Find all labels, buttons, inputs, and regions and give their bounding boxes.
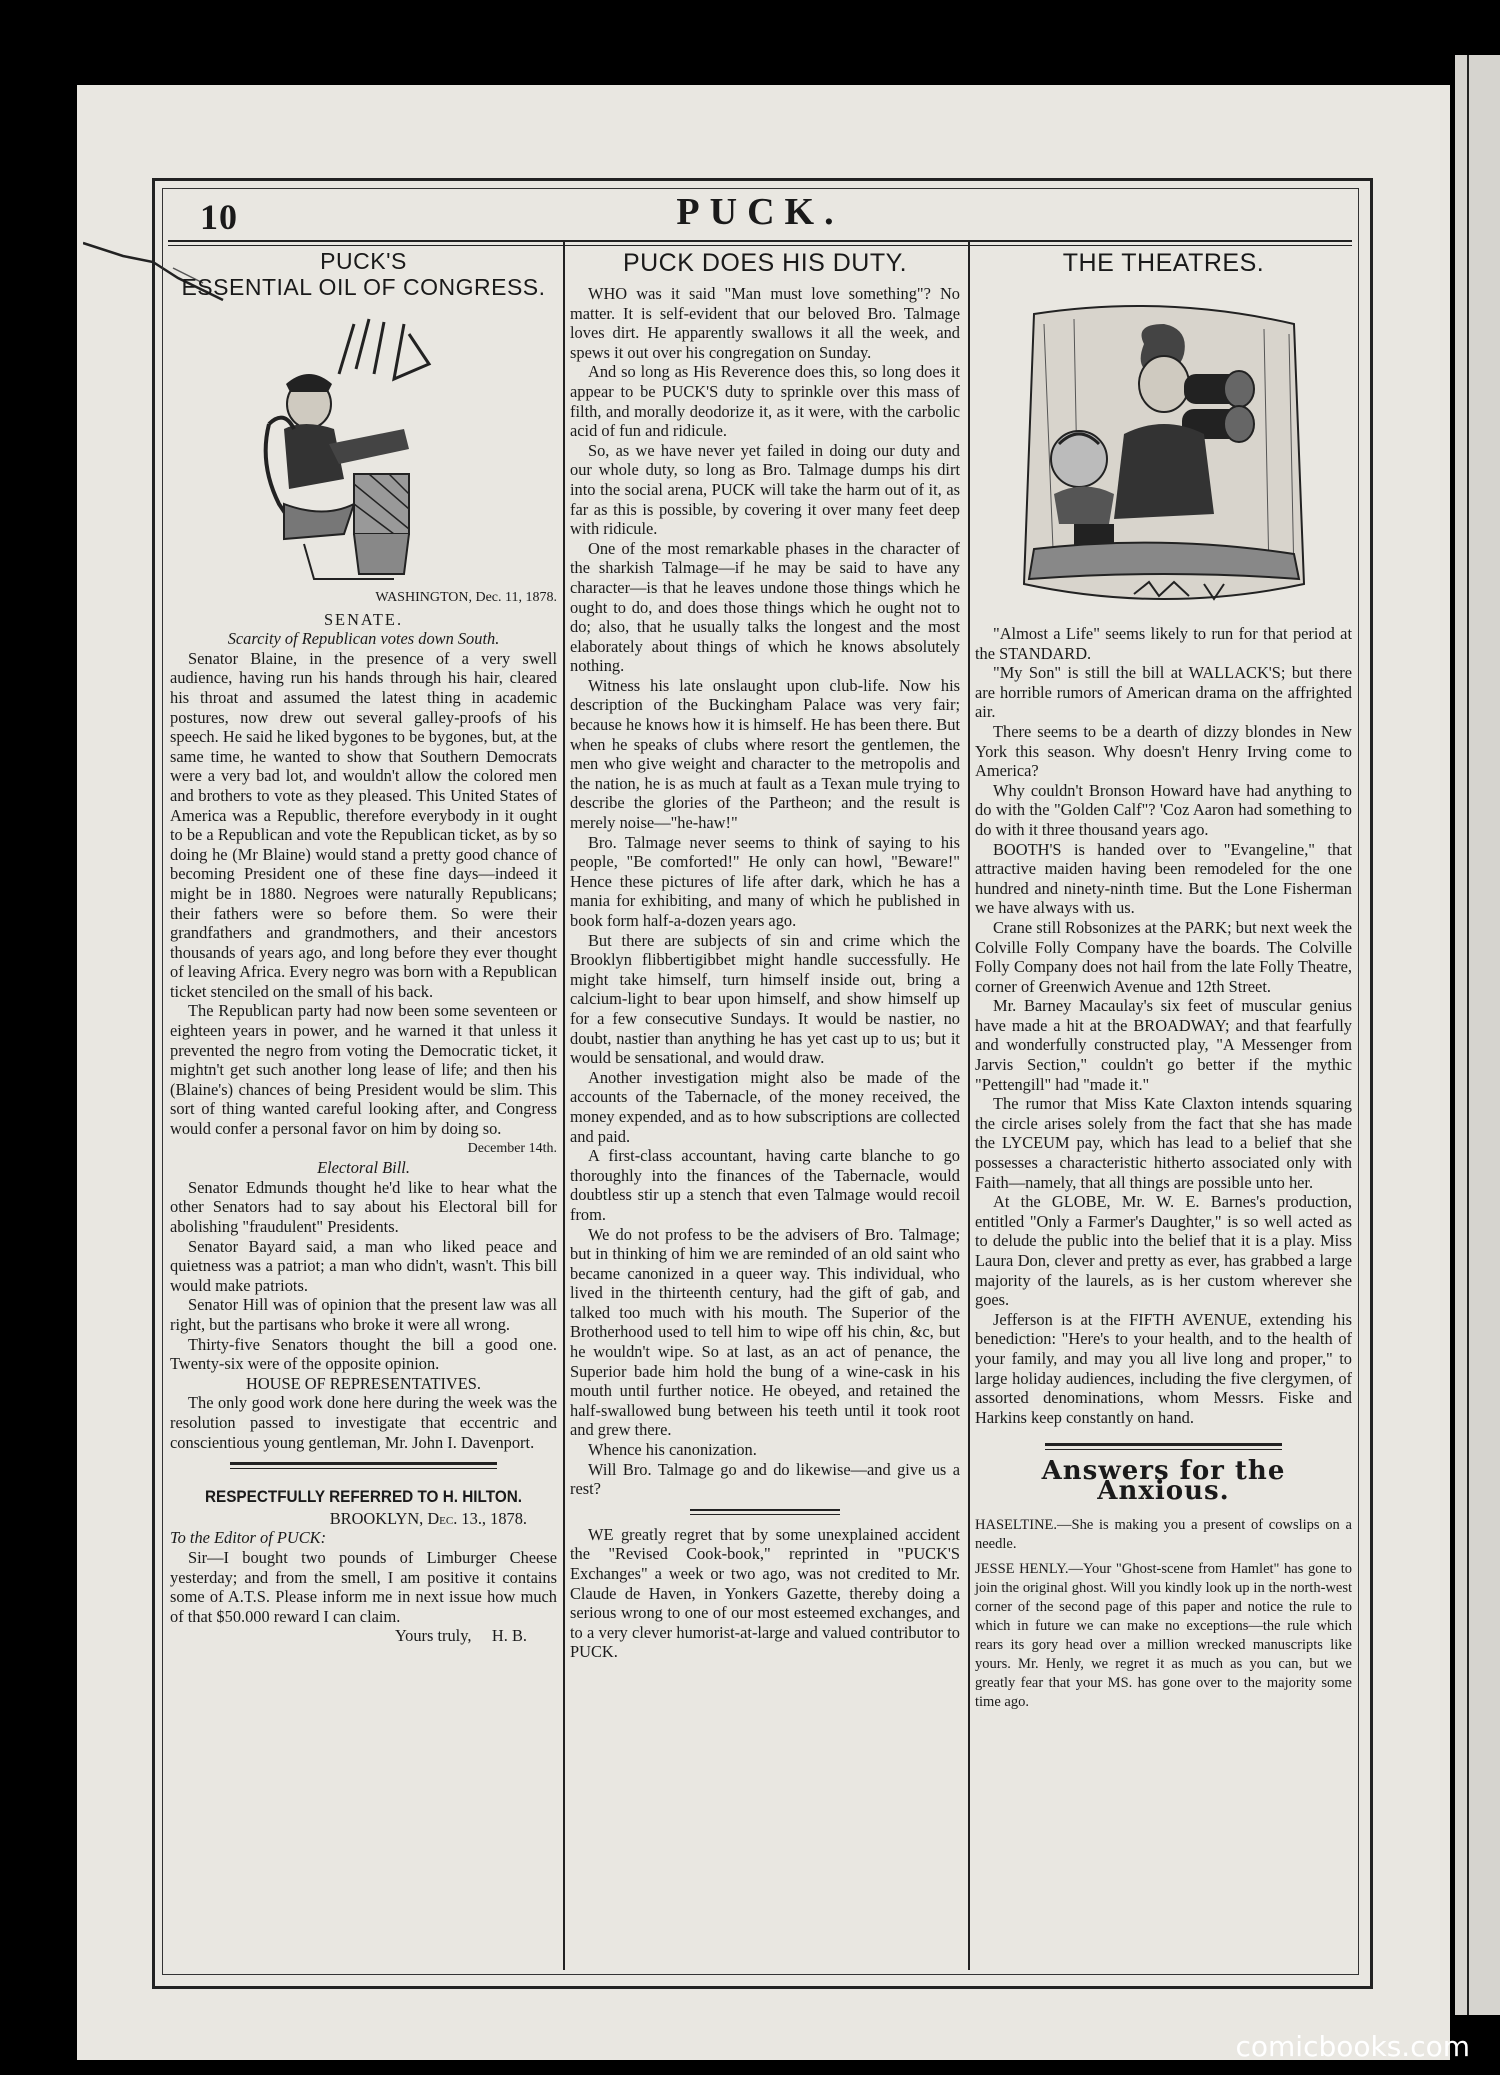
paragraph: The only good work done here during the week was the resolution passed to investigate that eccentric and conscientious young gentleman, Mr. John I. Davenport.: [170, 1393, 557, 1452]
paragraph: The Republican party had now been some seventeen or eighteen years in power, and he warned it that unless it prevented the negro from voting the Democratic ticket, it mightn't get such another long lease of life; and then his (Blaine's) chances of being President would be slim. This sort of thing wanted careful looking after, and Congress would confer a personal favor on him by doing so.: [170, 1001, 557, 1139]
paragraph: Witness his late onslaught upon club-life. Now his description of the Buckingham Palace was very fair; because he knows how it is himself. He has been there. But when he speaks of clubs where resort the gentlemen, the men who give weight and character to the metropolis and the nation, he is as much at fault as a Texan mule trying to describe the glories of the Partheon; and the result is merely noise—"he-haw!": [570, 675, 960, 833]
paragraph: We do not profess to be the advisers of Bro. Talmage; but in thinking of him we are reminded of an old saint who became canonized in a queer way. This individual, who lived in the thirteenth century, had the gift of gab, and talked too much with his mouth. The Superior of the Brotherhood used to tell him to wipe off his chin, &c, but he wouldn't wipe. So at last, as an act of penance, the Superior bade him hold the bung of a wine-cask in his mouth until further notice. He obeyed, and retained the half-swallowed bung between his teeth until it took root and grew there.: [570, 1224, 960, 1440]
paragraph: Mr. Barney Macaulay's six feet of muscular genius have made a hit at the BROADWAY; and that fearfully and wonderfully constructed play, "A Messenger from Jarvis Section," couldn't go better if the mythic "Pettengill" had "made it.": [975, 996, 1352, 1094]
dateline: WASHINGTON, Dec. 11, 1878.: [375, 590, 557, 605]
paragraph: One of the most remarkable phases in the character of the sharkish Talmage—if he may be said to have any character—is that he leaves undone those things which he ought to do, and does those things which he ought not to do; also, that he usually talks the longest and the most elaborately about things of which he knows absolutely nothing.: [570, 538, 960, 676]
column-congress: [170, 248, 557, 1646]
paragraph: BOOTH'S is handed over to "Evangeline," that attractive maiden having been remodeled for the one hundred and ninety-ninth time. But the Lone Fisherman we have always with us.: [975, 839, 1352, 918]
article-heading: PUCK'S ESSENTIAL OIL OF CONGRESS.: [181, 248, 546, 300]
paragraph: Senator Bayard said, a man who liked peace and quietness was a patriot; a man who didn't, wasn't. This bill would make patriots.: [170, 1236, 557, 1295]
answers-heading: Answers for the Anxious.: [1041, 1456, 1286, 1506]
paragraph: Whence his canonization.: [588, 1440, 757, 1460]
divider: [230, 1462, 497, 1469]
paragraph: Why couldn't Bronson Howard have had anything to do with the "Golden Calf"? 'Coz Aaron had something to do with it three thousand years ago.: [975, 780, 1352, 839]
answer-item: HASELTINE.—She is making you a present of cowslips on a needle.: [975, 1516, 1352, 1552]
column-talmage: [570, 248, 960, 1662]
column-rule-1: [563, 240, 565, 1970]
paragraph: The rumor that Miss Kate Claxton intends squaring the circle arises solely from the fact that she has made the LYCEUM pay, which has lead to a belief that she possesses a characteristic hitherto associated only with Faith—namely, that all things are possible unto her.: [975, 1094, 1352, 1192]
paragraph: WHO was it said "Man must love something"? No matter. It is self-evident that our beloved Bro. Talmage loves dirt. He apparently swallows it all the week, and spews it out over his congregation on Sunday.: [570, 284, 960, 362]
answers-section: [975, 1516, 1352, 1712]
paragraph: Another investigation might also be made of the accounts of the Tabernacle, of the money received, the money expended, and as to how subscriptions are collected and paid.: [570, 1067, 960, 1146]
answer-item: JESSE HENLY.—Your "Ghost-scene from Hamlet" has gone to join the original ghost. Will you kindly look up in the north-west corner of the second page of this paper and notice the rule to which in future we can make no exceptions—the rule which rears its gory head over a million wrecked manuscripts like yours. Mr. Henly, we regret it as much as you can, but we greatly fear that your MS. has gone over to the majority some time ago.: [975, 1560, 1352, 1710]
letter-heading: RESPECTFULLY REFERRED TO H. HILTON.: [204, 1487, 523, 1507]
paragraph: Senator Hill was of opinion that the present law was all right, but the partisans who broke it were all wrong.: [170, 1295, 557, 1334]
letter-body: Sir—I bought two pounds of Limburger Cheese yesterday; and from the smell, I am positive it contains some of A.T.S. Please inform me in next issue how much of that $50.000 reward I can claim.: [170, 1547, 557, 1626]
paragraph: Senator Blaine, in the presence of a very swell audience, having run his hands through his hair, cleared his throat and assumed the latest thing in academic postures, now drew out several galley-proofs of his speech. He said he liked bygones to be bygones, but, at the same time, he wanted to show that Southern Democrats were a very bad lot, and wouldn't allow the colored men and brothers to vote as they pleased. This United States of America was a Republic, therefore everybody in it ought to be a Republican and vote the Republican ticket, as by so doing he (Mr Blaine) would stand a pretty good chance of becoming President one of these fine days—indeed it might be in 1880. Negroes were naturally Republicans; their fathers were so before them. So were their grandfathers and grandmothers, and their ancestors thousands of years ago, and long before they ever thought of leaving Africa. Every negro was born with a Republican ticket stenciled on the small of his back.: [170, 648, 557, 1001]
paragraph: A first-class accountant, having carte blanche to go thoroughly into the finances of the Tabernacle, would doubtless stir up a stench that even Talmage would recoil from.: [570, 1146, 960, 1224]
column-rule-2: [968, 240, 970, 1970]
paragraph: "Almost a Life" seems likely to run for that period at the STANDARD.: [975, 624, 1352, 663]
letter-dateline: BROOKLYN, Dec. 13., 1878.: [329, 1508, 527, 1528]
section-senate: SENATE.: [323, 609, 404, 629]
paragraph: "My Son" is still the bill at WALLACK'S; but there are horrible rumors of American drama on the affrighted air.: [975, 663, 1352, 722]
divider-thin: [690, 1514, 840, 1515]
paragraph: Jefferson is at the FIFTH AVENUE, extending his benediction: "Here's to your health, and to the health of your family, and may you all live long and proper," to large holiday audiences, including the five clergymen, of assorted denominations, whom Messrs. Fiske and Harkins keep constantly on hand.: [975, 1309, 1352, 1427]
letter-salutation: To the Editor of PUCK:: [170, 1528, 327, 1548]
page-number: 10: [200, 197, 238, 237]
subheading: Scarcity of Republican votes down South.: [227, 629, 500, 649]
subheading: Electoral Bill.: [317, 1158, 410, 1178]
paragraph: But there are subjects of sin and crime which the Brooklyn flibbertigibbet might handle successfully. He might take himself, turn himself inside out, bring a calcium-light to bear upon himself, and show himself up for a few consecutive Sundays. It would be nastier, no doubt, nastier than anything he has yet cast up to us; but it would be sensational, and would draw.: [570, 930, 960, 1068]
section-house: HOUSE OF REPRESENTATIVES.: [245, 1373, 481, 1393]
paragraph: WE greatly regret that by some unexplained accident the "Revised Cook-book," reprinted in "PUCK'S Exchanges" a week or two ago, was not credited to Mr. Claude de Haven, in Yonkers Gazette, thereby doing a serious wrong to one of our most esteemed exchanges, and to a very clever humorist-at-large and valued contributor to PUCK.: [570, 1524, 960, 1662]
adjacent-page-edge: [1455, 55, 1500, 2015]
header-rule: [168, 240, 1352, 242]
divider: [1045, 1443, 1282, 1450]
paragraph: So, as we have never yet failed in doing our duty and our whole duty, so long as Bro. Talmage dumps his dirt into the social arena, PUCK will take the harm out of it, as far as this is possible, by covering it over many feet deep with ridicule.: [570, 440, 960, 539]
paragraph: Bro. Talmage never seems to think of saying to his people, "Be comforted!" He only can howl, "Beware!" Hence these pictures of life after dark, which he has a mania for exhibiting, and many of which he published in book form half-a-dozen years ago.: [570, 832, 960, 930]
paragraph: Senator Edmunds thought he'd like to hear what the other Senators had to say about his Electoral bill for abolishing "fraudulent" Presidents.: [170, 1177, 557, 1236]
paragraph: At the GLOBE, Mr. W. E. Barnes's production, entitled "Only a Farmer's Daughter," is so well acted as to delude the public into the belief that it is a play. Miss Laura Don, clever and pretty as ever, has grabbed a large majority of the laurels, as is her custom wherever she goes.: [975, 1192, 1352, 1310]
paragraph: And so long as His Reverence does this, so long does it appear to be PUCK'S duty to sprinkle over this mass of filth, and morally deodorize it, as it were, with the carbolic acid of fun and ridicule.: [570, 362, 960, 441]
article-heading: PUCK DOES HIS DUTY.: [622, 249, 908, 277]
senator-illustration: [244, 304, 484, 584]
divider: [690, 1509, 840, 1511]
paragraph: Crane still Robsonizes at the PARK; but next week the Colville Folly Company have the boards. The Colville Folly Company does not hail from the late Folly Theatre, corner of Greenwich Avenue and 12th Street.: [975, 917, 1352, 996]
paragraph: Thirty-five Senators thought the bill a good one. Twenty-six were of the opposite opinion.: [170, 1334, 557, 1374]
paragraph: There seems to be a dearth of dizzy blondes in New York this season. Why doesn't Henry Irving come to America?: [975, 721, 1352, 781]
watermark: comicbooks.com: [1235, 2030, 1470, 2063]
dateline: December 14th.: [467, 1140, 557, 1156]
paragraph: Will Bro. Talmage go and do likewise—and give us a rest?: [570, 1459, 960, 1499]
article-heading: THE THEATRES.: [1062, 249, 1265, 277]
masthead: PUCK.: [676, 191, 844, 233]
header-rule-thin: [168, 245, 1352, 246]
opera-glass-illustration: [1014, 284, 1314, 624]
letter-signature: Yours truly, H. B.: [394, 1626, 527, 1646]
column-theatres: [975, 248, 1352, 1718]
